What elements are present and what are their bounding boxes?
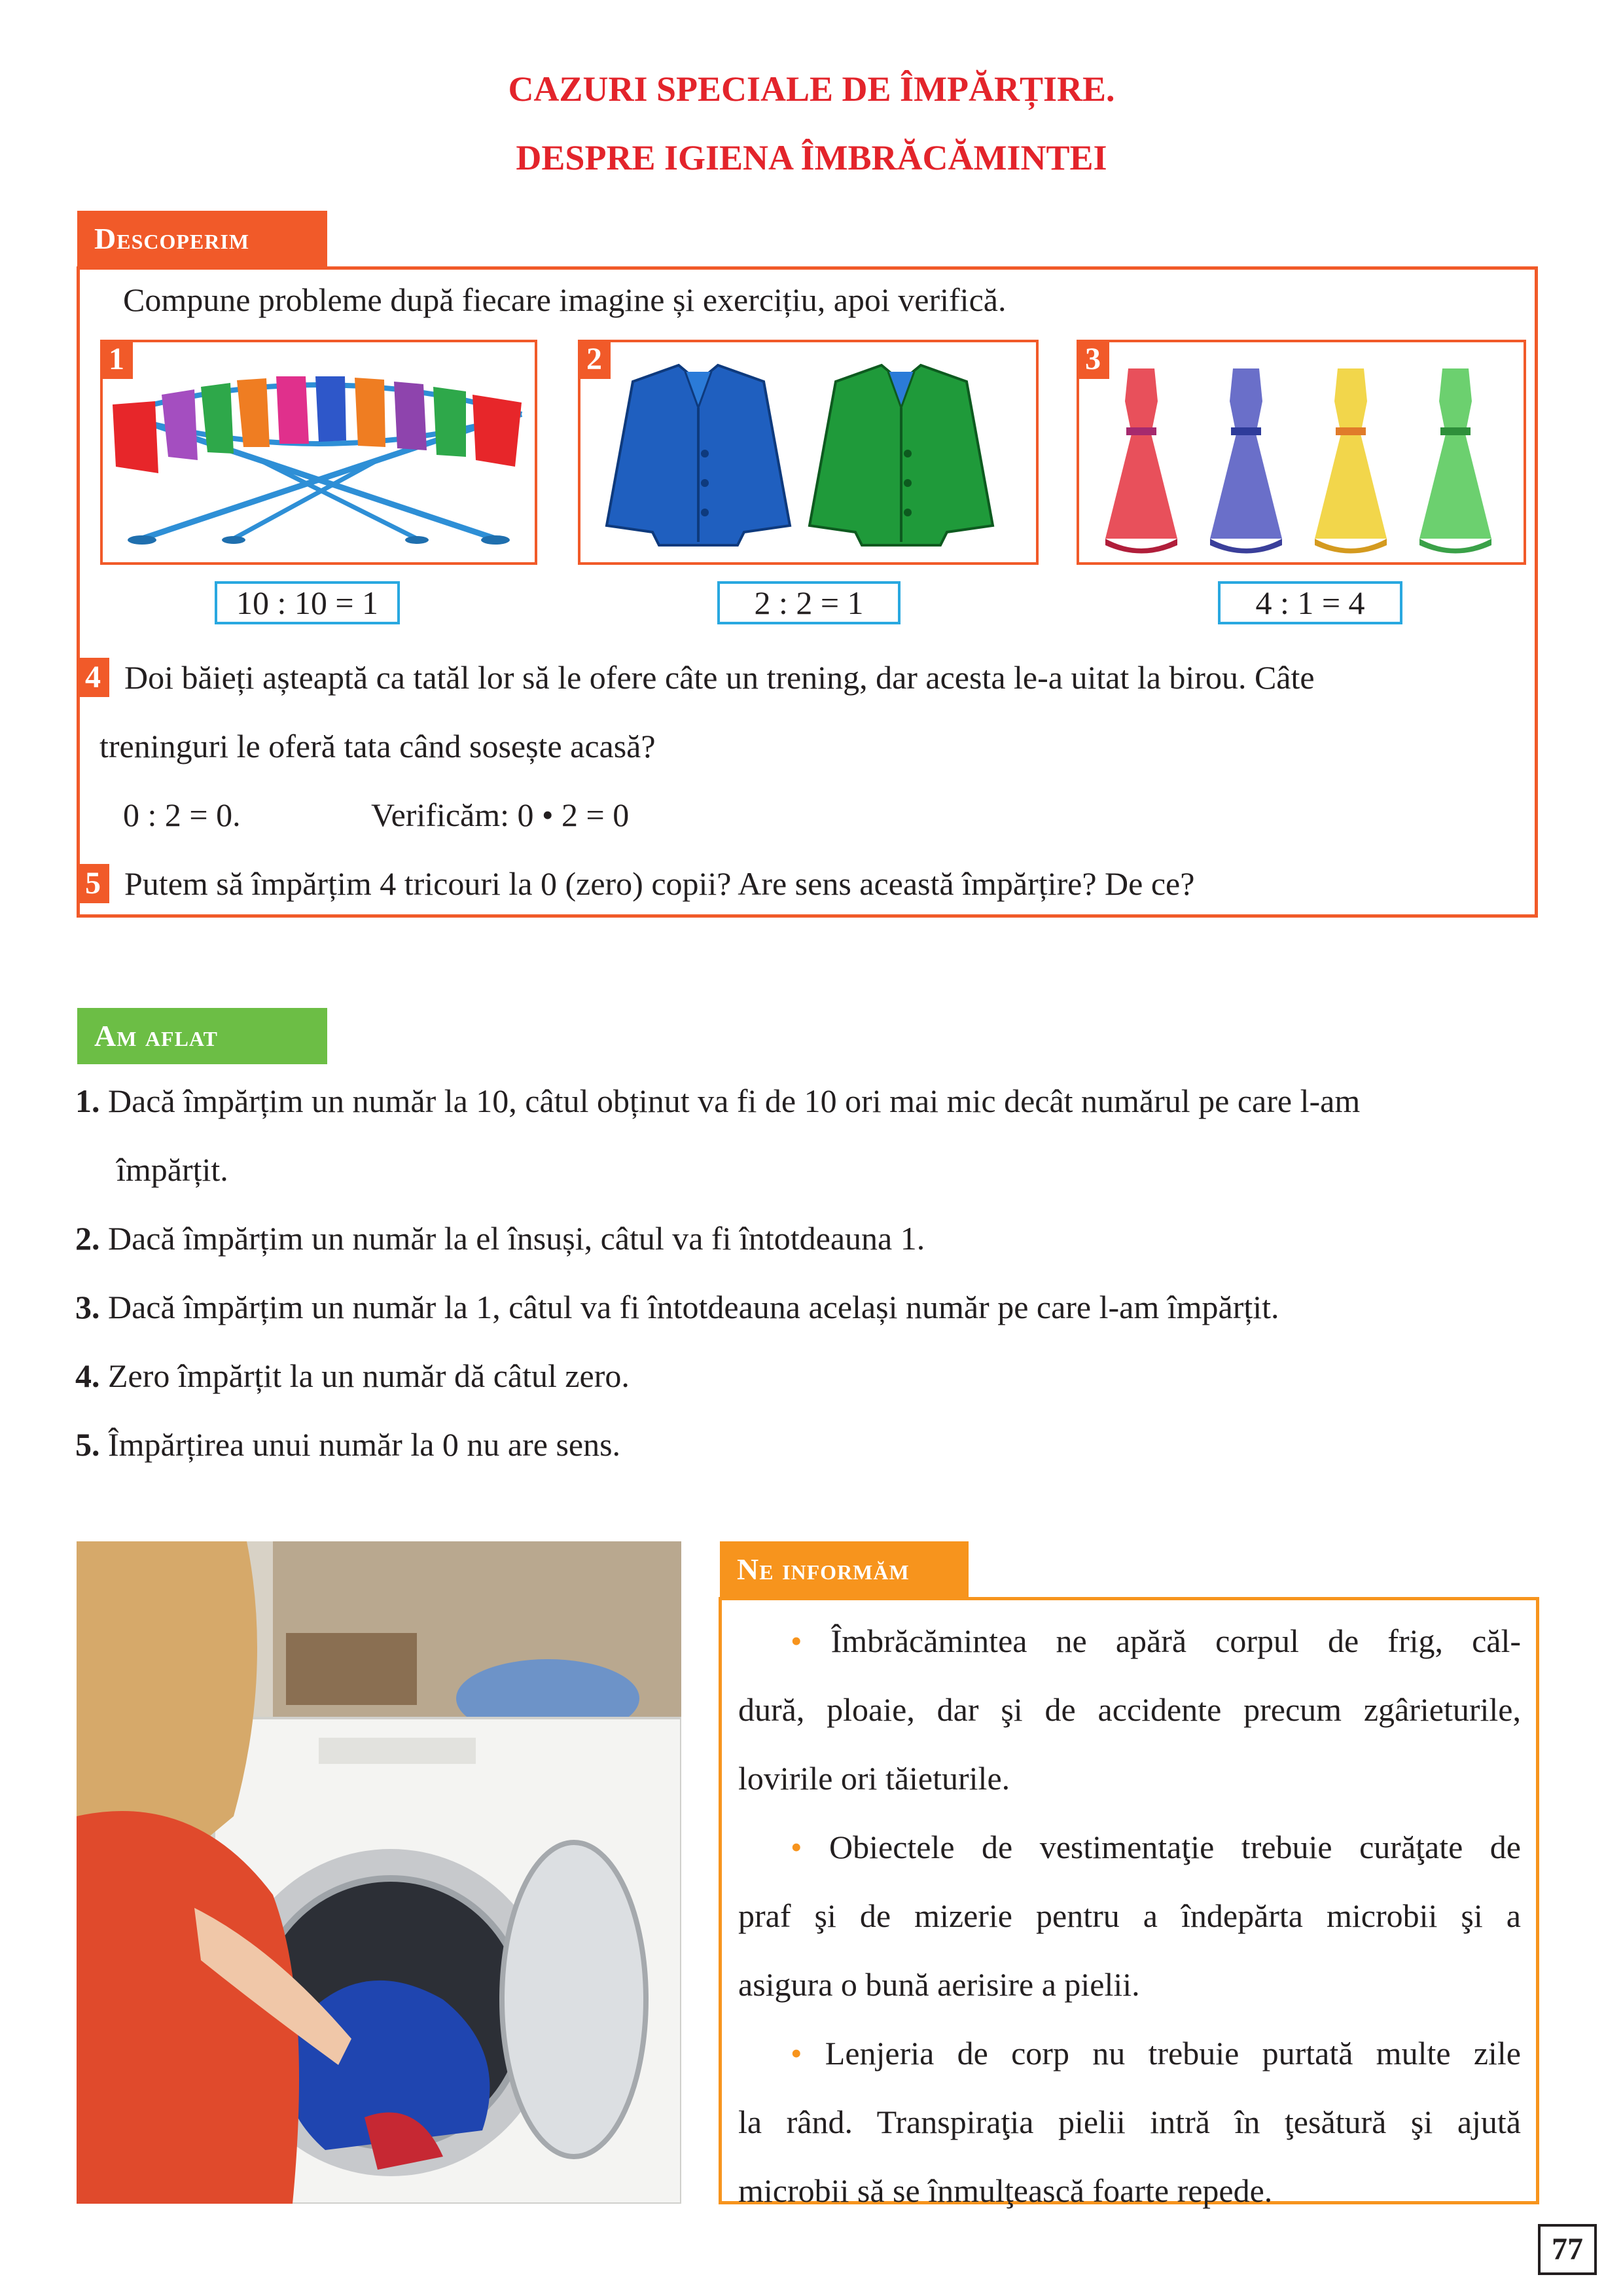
photo-washing-machine — [77, 1541, 681, 2204]
info-bullet-3-line3: microbii să se înmulţească foarte repede. — [738, 2172, 1273, 2209]
question-5-text: Putem să împărțim 4 tricouri la 0 (zero) copii? Are sens această împărțire? De ce? — [124, 865, 1195, 902]
learned-item-5 — [75, 1425, 620, 1464]
learned-item-5-number: 5. — [75, 1426, 100, 1463]
info-bullet-1-line3: lovirile ori tăieturile. — [738, 1760, 1010, 1797]
learned-item-2 — [75, 1219, 925, 1258]
learned-item-1 — [75, 1081, 1360, 1121]
page-number: 77 — [1538, 2224, 1597, 2275]
info-bullet-3 — [738, 2019, 1521, 2225]
question-5-number: 5 — [77, 864, 109, 903]
learned-item-1-text: Dacă împărțim un număr la 10, câtul obținut va fi de 10 ori mai mic decât numărul pe care l-am — [108, 1083, 1361, 1119]
bullet-dot-icon: • — [791, 1829, 802, 1865]
image-jackets — [578, 340, 1039, 565]
descoperim-tab: Descoperim — [77, 211, 327, 267]
bullet-dot-icon: • — [791, 2035, 802, 2072]
learned-item-1-number: 1. — [75, 1083, 100, 1119]
learned-item-3-text: Dacă împărțim un număr la 1, câtul va fi întotdeauna același număr pe care l-am împărțit. — [108, 1289, 1279, 1325]
question-4-check: Verificăm: 0 • 2 = 0 — [371, 797, 630, 833]
learned-item-2-text: Dacă împărțim un număr la el însuși, câtul va fi întotdeauna 1. — [108, 1220, 925, 1257]
question-4-calculation: 0 : 2 = 0. — [123, 797, 241, 833]
question-4-number: 4 — [77, 658, 109, 697]
info-bullet-2-line3: asigura o bună aerisire a pielii. — [738, 1966, 1140, 2003]
info-bullet-1-line1: • Îmbrăcămintea ne apără corpul de frig, căl- — [791, 1623, 1522, 1659]
jackets-icon — [580, 342, 1036, 562]
dresses-icon — [1079, 342, 1524, 562]
bullet-dot-icon: • — [791, 1623, 802, 1659]
image-number-1: 1 — [100, 340, 133, 379]
equation-3: 4 : 1 = 4 — [1218, 581, 1402, 624]
equation-1: 10 : 10 = 1 — [215, 581, 400, 624]
equation-2: 2 : 2 = 1 — [717, 581, 901, 624]
page-title-line1: CAZURI SPECIALE DE ÎMPĂRȚIRE. — [508, 69, 1115, 109]
learned-item-4-text: Zero împărțit la un număr dă câtul zero. — [108, 1357, 630, 1394]
image-drying-rack — [100, 340, 537, 565]
learned-item-3 — [75, 1287, 1279, 1327]
learned-item-3-number: 3. — [75, 1289, 100, 1325]
info-bullet-3-line1: • Lenjeria de corp nu trebuie purtată multe zile — [791, 2035, 1521, 2072]
learned-item-4-number: 4. — [75, 1357, 100, 1394]
learned-item-5-text: Împărțirea unui număr la 0 nu are sens. — [108, 1426, 621, 1463]
descoperim-intro: Compune probleme după fiecare imagine și exercițiu, apoi verifică. — [123, 281, 1007, 318]
info-bullet-2 — [738, 1813, 1521, 2019]
question-4-line1: Doi băieți așteaptă ca tatăl lor să le ofere câte un trening, dar acesta le-a uitat la birou. Câte — [124, 659, 1315, 696]
image-number-2: 2 — [578, 340, 611, 379]
ne-informam-tab: Ne informăm — [720, 1541, 969, 1598]
info-bullet-3-line2: la rând. Transpiraţia pielii intră în ţesătură şi ajută — [738, 2104, 1521, 2140]
image-number-3: 3 — [1077, 340, 1109, 379]
info-bullet-1-line2: dură, ploaie, dar şi de accidente precum zgârieturile, — [738, 1691, 1521, 1728]
learned-item-2-number: 2. — [75, 1220, 100, 1257]
image-dresses — [1077, 340, 1526, 565]
learned-item-1-continuation: împărțit. — [116, 1151, 228, 1188]
info-bullet-1 — [738, 1607, 1521, 1813]
question-4-line2: treninguri le oferă tata când sosește acasă? — [99, 728, 656, 764]
page-title-line2: DESPRE IGIENA ÎMBRĂCĂMINTEI — [516, 138, 1107, 177]
drying-rack-icon — [103, 342, 535, 562]
learned-item-4 — [75, 1356, 630, 1395]
info-bullet-2-line2: praf şi de mizerie pentru a îndepărta microbii şi a — [738, 1897, 1521, 1934]
info-bullet-2-line1: • Obiectele de vestimentaţie trebuie curăţate de — [791, 1829, 1521, 1865]
washing-machine-photo-icon — [77, 1541, 681, 2204]
am-aflat-tab: Am aflat — [77, 1008, 327, 1064]
